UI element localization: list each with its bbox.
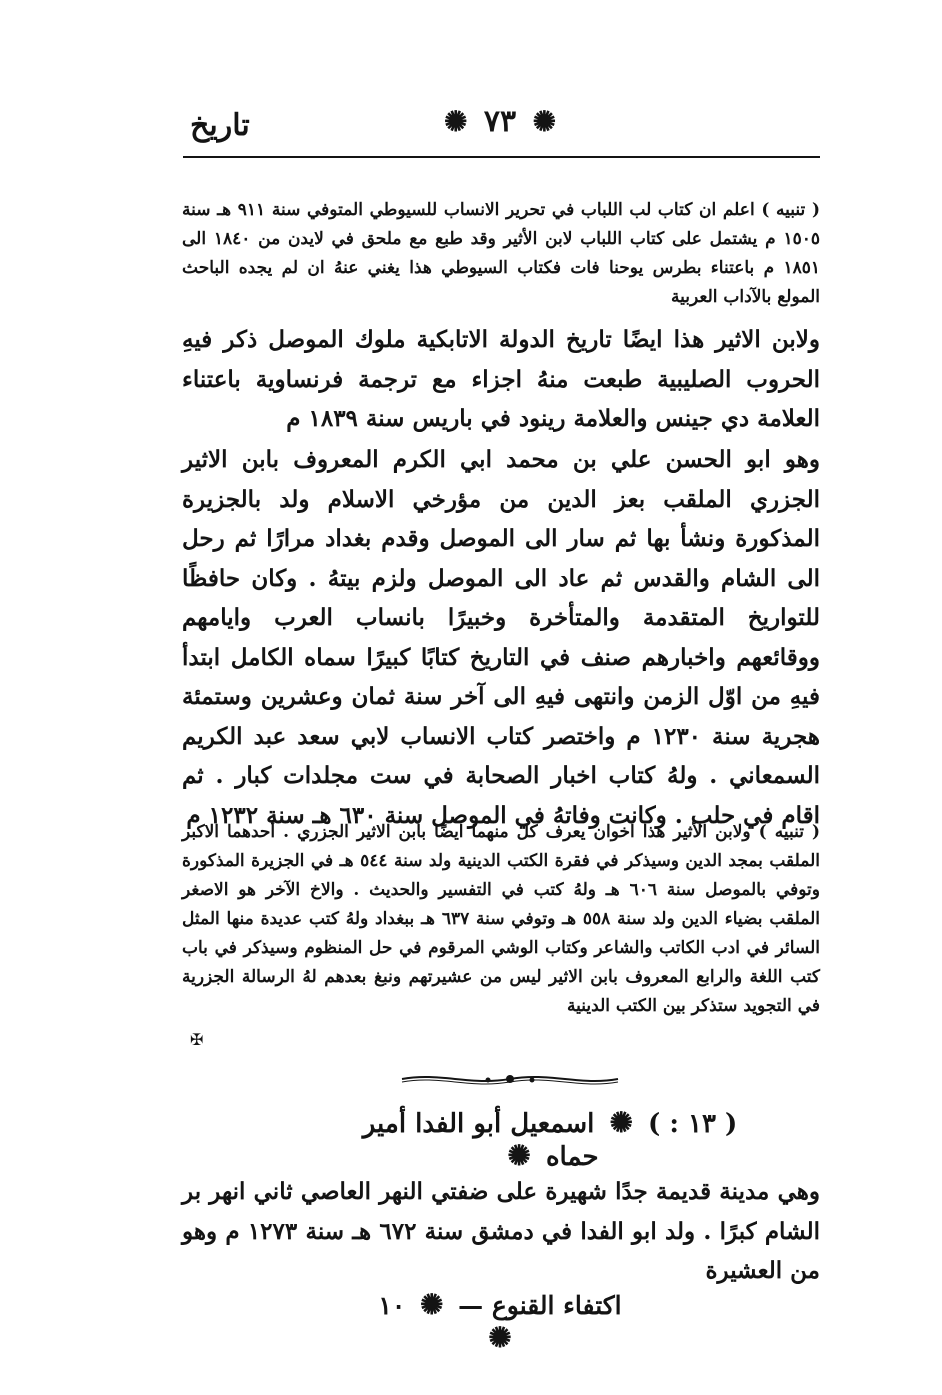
footer-dash: — xyxy=(458,1291,484,1320)
running-title: تاريخ xyxy=(190,108,250,143)
star-ornament-icon: ✺ xyxy=(419,1288,444,1321)
star-ornament-icon: ✺ xyxy=(609,1106,633,1139)
sheet-number: ١٠ xyxy=(378,1291,406,1320)
footnote-2: ( تنبيه ) ولابن الأثير هذا اخوان يعرف كل منهما ايضًا بابن الاثير الجزري . أحدهما الاكبر الملقب بمجد الدين وسيذكر في فقرة الكتب الدينية ولد سنة ٥٤٤ هـ في الجزيرة المذكورة وتوفي بالموصل سنة ٦٠٦ هـ ولهُ كتب في التفسير والحديث . والاخ الآخر هو الاصغر الملقب بضياء الدين ولد سنة ٥٥٨ هـ وتوفي سنة ٦٣٧ هـ ببغداد ولهُ كتب عديدة منها المثل السائر في ادب الكاتب والشاعر وكتاب الوشي المرقوم في حل المنظوم وسيذكر في باب كتب اللغة والرابع المعروف بابن الاثير ليس من عشيرتهم ونبغ بعدهم لهُ الرسالة الجزرية في التجويد ستذكر بين الكتب الدينية xyxy=(182,822,820,1016)
star-ornament-icon: ✺ xyxy=(488,1321,512,1354)
section-title: اسمعيل أبو الفدا أمير حماه xyxy=(362,1109,599,1172)
paragraph-2: وهو ابو الحسن علي بن محمد ابي الكرم المعروف بابن الاثير الجزري الملقب بعز الدين من مؤرخي الاسلام ولد بالجزيرة المذكورة ونشأ بها ثم سار الى الموصل وقدم بغداد مرارًا ثم رحل الى الشام والقدس ثم عاد الى الموصل ولزم بيتهُ . وكان حافظًا للتواريخ المتقدمة والمتأخرة وخبيرًا بانساب العرب وايامهم ووقائعهم واخبارهم صنف في التاريخ كتابًا كبيرًا سماه الكامل ابتدأ فيهِ من اوّل الزمن وانتهى فيهِ الى آخر سنة ثمان وعشرين وستمئة هجرية سنة ١٢٣٠ م واختصر كتاب الانساب لابي سعد عبد الكريم السمعاني . ولهُ كتاب اخبار الصحابة في ست مجلدات كبار . ثم اقام في حلب . وكانت وفاتهُ في الموصل سنة ٦٣٠ هـ سنة ١٢٣٢ م xyxy=(182,446,820,829)
section-heading xyxy=(340,1106,760,1172)
paragraph-3: وهي مدينة قديمة جدًا شهيرة على ضفتي النهر العاصي ثاني انهر بر الشام كبرًا . ولد ابو الفدا في دمشق سنة ٦٧٢ هـ سنة ١٢٧٣ م وهو من العشيرة xyxy=(182,1178,820,1284)
end-mark: ✠ xyxy=(190,1030,204,1049)
footer-book-title: اكتفاء القنوع xyxy=(491,1291,622,1320)
star-ornament-icon: ✺ xyxy=(507,1139,531,1172)
star-ornament-icon: ✺ xyxy=(532,105,557,138)
header-rule xyxy=(183,156,820,158)
page-number-line xyxy=(180,104,820,139)
page-number: ٧٣ xyxy=(483,104,517,139)
ornamental-divider xyxy=(400,1068,620,1090)
star-ornament-icon: ✺ xyxy=(443,105,468,138)
section-number: ( ١٣ : ) xyxy=(647,1109,738,1139)
page-header xyxy=(180,98,820,158)
footnote-1: ( تنبيه ) اعلم ان كتاب لب اللباب في تحرير الانساب للسيوطي المتوفي سنة ٩١١ هـ سنة ١٥٠٥ م يشتمل على كتاب اللباب لابن الأثير وقد طبع مع ملحق في لايدن من ١٨٤٠ الى ١٨٥١ م باعتناء بطرس يوحنا فات فكتاب السيوطي هذا يغني عنهُ ان لم يجده الباحث المولع بالآداب العربية xyxy=(182,200,820,307)
page-footer xyxy=(360,1288,640,1354)
paragraph-1: ولابن الاثير هذا ايضًا تاريخ الدولة الاتابكية ملوك الموصل ذكر فيهِ الحروب الصليبية طبعت منهُ اجزاء مع ترجمة فرنساوية باعتناء العلامة دي جينس والعلامة رينود في باريس سنة ١٨٣٩ م xyxy=(182,326,820,432)
